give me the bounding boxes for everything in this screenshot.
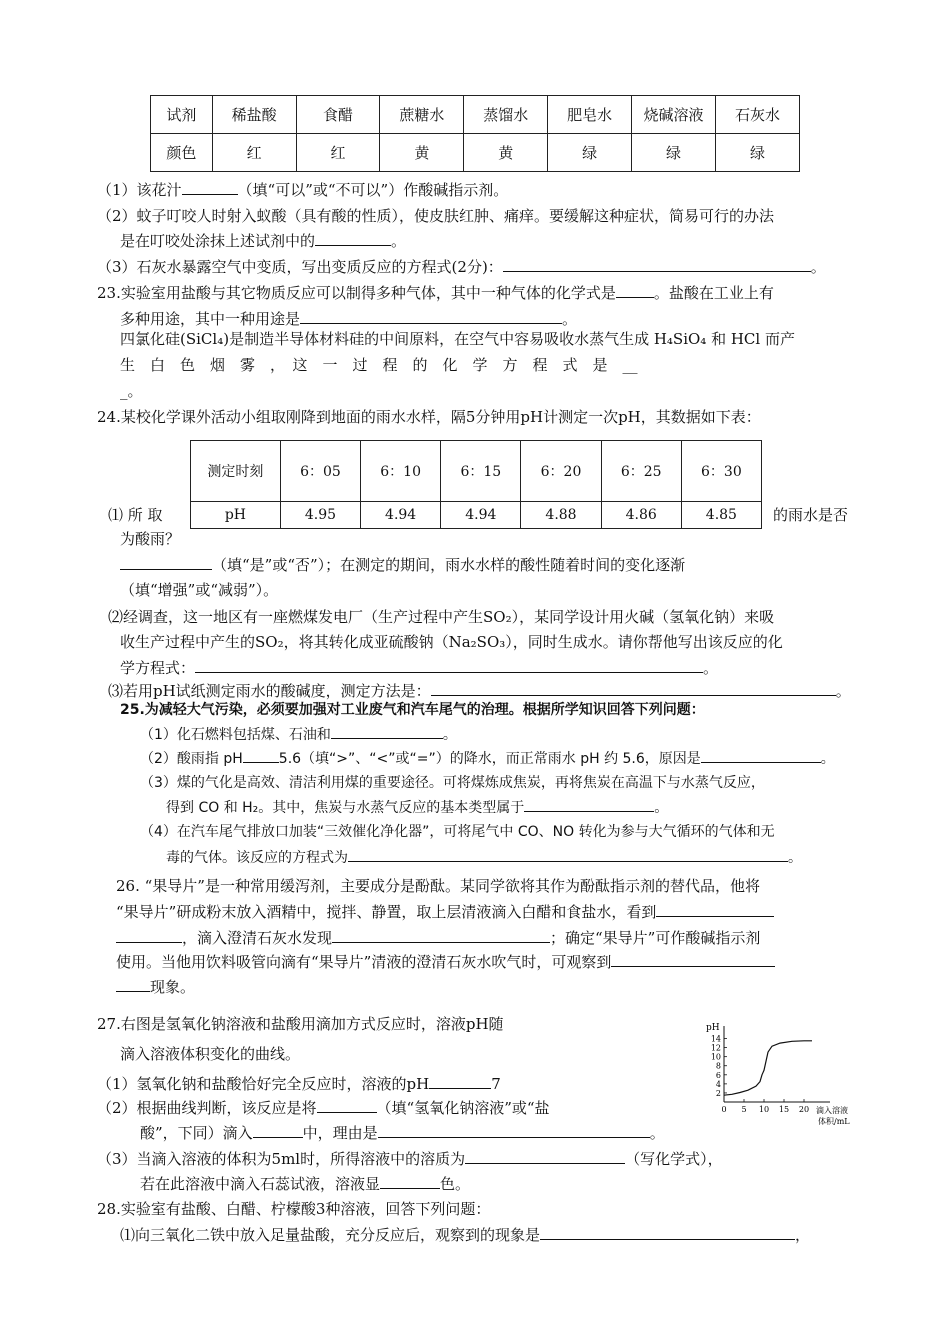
y-tick-label: 8 [715, 1061, 721, 1071]
q26-line5 [116, 977, 195, 997]
q27-line6 [97, 1149, 723, 1169]
q25-line2 [140, 748, 835, 769]
answer-blank[interactable] [331, 724, 443, 739]
q24-s2-line1: ⑵经调查，这一地区有一座燃煤发电厂（生产过程中产生SO₂），某同学设计用火碱（氢氧化钠）来吸 [108, 608, 775, 626]
q26-line2 [116, 902, 774, 922]
table-cell: 黄 [380, 134, 464, 172]
y-tick-label: 2 [715, 1088, 721, 1098]
text: 。 [649, 1124, 665, 1142]
ph-table [190, 440, 762, 529]
y-tick-label: 14 [710, 1034, 721, 1044]
text: 5.6（填“>”、“<”或“=”）的降水，而正常雨水 pH 约 5.6，原因是 [278, 751, 701, 767]
text: （2）根据曲线判断，该反应是将 [97, 1099, 317, 1117]
ph-curve-line [724, 1041, 812, 1095]
table-row [151, 134, 800, 172]
y-tick-label: 6 [715, 1070, 721, 1080]
x-tick-label: 5 [741, 1105, 747, 1114]
answer-blank[interactable] [195, 658, 703, 673]
answer-blank[interactable] [116, 977, 150, 992]
q22-line1 [97, 180, 508, 200]
answer-blank[interactable] [243, 748, 279, 763]
table-cell: pH [191, 502, 281, 529]
text: ；确定“果导片”可作酸碱指示剂 [550, 929, 761, 947]
x-tick-label: 10 [758, 1105, 770, 1114]
q24-s1-left: ⑴ 所 取 [108, 506, 163, 524]
q27-line4 [97, 1098, 550, 1118]
answer-blank[interactable] [524, 797, 654, 812]
text: 学方程式： [120, 659, 196, 677]
text: ⑴向三氧化二铁中放入足量盐酸，充分反应后，观察到的现象是 [120, 1226, 541, 1244]
answer-blank[interactable] [656, 902, 774, 917]
table-cell: 6：15 [441, 441, 521, 502]
q24-s2-line3 [120, 658, 718, 678]
text: （写化学式）， [625, 1150, 723, 1168]
text: 酸”，下同）滴入 [140, 1124, 253, 1142]
answer-blank[interactable] [332, 928, 550, 943]
answer-blank[interactable] [378, 1123, 650, 1138]
text: 中，理由是 [302, 1124, 378, 1142]
text: （填“是”或“否”）；在测定的期间，雨水水样的酸性随着时间的变化逐渐 [212, 556, 686, 574]
answer-blank[interactable] [503, 257, 811, 272]
table-cell: 颜色 [151, 134, 213, 172]
q28-line2 [120, 1225, 810, 1245]
text: 7 [491, 1075, 501, 1093]
text: 现象。 [150, 978, 196, 996]
text: （1）该花汁 [97, 181, 182, 199]
text: “果导片”研成粉末放入酒精中，搅拌、静置，取上层清液滴入白醋和食盐水，看到 [116, 903, 657, 921]
answer-blank[interactable] [253, 1123, 303, 1138]
x-tick-label: 20 [798, 1105, 810, 1114]
y-axis-label: pH [706, 1023, 720, 1033]
q23-line4: 生 白 色 烟 雾 ， 这 一 过 程 的 化 学 方 程 式 是 __ [120, 356, 638, 374]
answer-blank[interactable] [616, 283, 654, 298]
text: 使用。当他用饮料吸管向滴有“果导片”清液的澄清石灰水吹气时，可观察到 [116, 953, 612, 971]
table-cell: 石灰水 [716, 96, 800, 134]
answer-blank[interactable] [315, 231, 391, 246]
table-cell: 测定时刻 [191, 441, 281, 502]
q23-line1 [97, 283, 774, 303]
q27-line3 [97, 1074, 501, 1094]
table-cell: 6：10 [361, 441, 441, 502]
text: 若在此溶液中滴入石蕊试液，溶液显 [140, 1175, 381, 1193]
q24-s3 [108, 681, 851, 701]
table-cell: 蔗糖水 [380, 96, 464, 134]
table-row [151, 96, 800, 134]
text: ⑶若用pH试纸测定雨水的酸碱度，测定方法是： [108, 682, 431, 700]
text: 毒的气体。该反应的方程式为 [166, 850, 348, 866]
answer-blank[interactable] [120, 555, 212, 570]
answer-blank[interactable] [348, 847, 788, 862]
table-cell: 黄 [464, 134, 548, 172]
q27-line5 [140, 1123, 665, 1143]
text: 。 [391, 232, 407, 250]
text: 。 [442, 727, 457, 743]
table-cell: 4.86 [601, 502, 681, 529]
table-cell: 4.95 [280, 502, 360, 529]
q27-line7 [140, 1174, 470, 1194]
text: ， [795, 1226, 811, 1244]
table-cell: 6：25 [601, 441, 681, 502]
text: （1）化石燃料包括煤、石油和 [140, 727, 331, 743]
x-axis-label-line1: 滴入溶液 [816, 1106, 848, 1115]
x-axis-label-line2: 体积/mL [818, 1117, 850, 1126]
text: 。 [562, 310, 578, 328]
q22-line3 [120, 231, 406, 251]
q24-s2-line2: 收生产过程中产生的SO₂，将其转化成亚硫酸钠（Na₂SO₃），同时生成水。请你帮他写出该反应的化 [120, 633, 783, 651]
q25-line5: （4）在汽车尾气排放口加装“三效催化净化器”，可将尾气中 CO、NO 转化为参与大气循环的气体和无 [140, 824, 775, 840]
answer-blank[interactable] [116, 928, 182, 943]
table-cell: 绿 [632, 134, 716, 172]
q25-intro: 25.为减轻大气污染，必须要加强对工业废气和汽车尾气的治理。根据所学知识回答下列问题： [120, 702, 705, 718]
table-cell: 4.94 [441, 502, 521, 529]
answer-blank[interactable] [380, 1174, 440, 1189]
q23-line3: 四氯化硅(SiCl₄)是制造半导体材料硅的中间原料，在空气中容易吸收水蒸气生成 H₄SiO₄ 和 HCl 而产 [120, 330, 795, 348]
table-cell: 绿 [548, 134, 632, 172]
text: ，滴入澄清石灰水发现 [182, 929, 333, 947]
text: 。 [788, 850, 802, 866]
y-tick-label: 4 [715, 1079, 721, 1089]
q27-line2: 滴入溶液体积变化的曲线。 [120, 1045, 301, 1063]
x-tick-label: 15 [778, 1105, 790, 1114]
q25-line3: （3）煤的气化是高效、清洁利用煤的重要途径。可将煤炼成焦炭，再将焦炭在高温下与水蒸气反应， [140, 775, 765, 791]
table-cell: 烧碱溶液 [632, 96, 716, 134]
text: 得到 CO 和 H₂。其中，焦炭与水蒸气反应的基本类型属于 [166, 800, 525, 816]
text: 。 [835, 682, 851, 700]
y-tick-label: 12 [710, 1043, 721, 1053]
table-cell: 试剂 [151, 96, 213, 134]
answer-blank[interactable] [611, 952, 775, 967]
q28-line1: 28.实验室有盐酸、白醋、柠檬酸3种溶液，回答下列问题： [97, 1200, 491, 1218]
table-cell: 6：30 [681, 441, 761, 502]
answer-blank[interactable] [300, 309, 562, 324]
table-cell: 红 [296, 134, 380, 172]
answer-blank[interactable] [317, 1098, 377, 1113]
table-row [191, 502, 762, 529]
table-cell: 食醋 [296, 96, 380, 134]
text: 。盐酸在工业上有 [653, 284, 774, 302]
q22-line2: （2）蚊子叮咬人时射入蚁酸（具有酸的性质），使皮肤红肿、痛痒。要缓解这种症状，简易可行的办法 [97, 207, 775, 225]
table-cell: 6：20 [521, 441, 601, 502]
text: 23.实验室用盐酸与其它物质反应可以制得多种气体，其中一种气体的化学式是 [97, 284, 616, 302]
indicator-table [150, 95, 800, 172]
q26-line4 [116, 952, 775, 972]
q24-s1-right: 的雨水是否 [773, 506, 849, 524]
table-cell: 红 [212, 134, 296, 172]
q27-line1: 27.右图是氢氧化钠溶液和盐酸用滴加方式反应时，溶液pH随 [97, 1015, 504, 1033]
text: （3）当滴入溶液的体积为5ml时，所得溶液中的溶质为 [97, 1150, 466, 1168]
ph-curve-chart [700, 1020, 850, 1135]
q23-line2 [120, 309, 577, 329]
q25-line1 [140, 724, 457, 745]
q23-line5: _。 [120, 382, 143, 400]
q24-s1-line2 [120, 555, 685, 575]
table-cell: 4.85 [681, 502, 761, 529]
table-cell: 4.88 [521, 502, 601, 529]
x-tick-label: 0 [721, 1105, 727, 1114]
text: 。 [810, 258, 826, 276]
q26-line3 [116, 928, 760, 948]
text: 是在叮咬处涂抹上述试剂中的 [120, 232, 316, 250]
text: （1）氢氧化钠和盐酸恰好完全反应时，溶液的pH [97, 1075, 430, 1093]
text: 多种用途，其中一种用途是 [120, 310, 301, 328]
table-cell: 蒸馏水 [464, 96, 548, 134]
text: 。 [654, 800, 669, 816]
q22-line4 [97, 257, 826, 277]
table-cell: 6：05 [280, 441, 360, 502]
table-row [191, 441, 762, 502]
text: （填“氢氧化钠溶液”或“盐 [376, 1099, 550, 1117]
text: 。 [703, 659, 719, 677]
answer-blank[interactable] [431, 681, 836, 696]
q24-s1-line3: （填“增强”或“减弱”）。 [120, 581, 279, 599]
q24-intro: 24.某校化学课外活动小组取刚降到地面的雨水水样，隔5分钟用pH计测定一次pH，其数据如下表： [97, 408, 761, 426]
text: （2）酸雨指 pH [140, 751, 243, 767]
answer-blank[interactable] [182, 180, 238, 195]
table-cell: 绿 [716, 134, 800, 172]
q25-line6 [166, 847, 802, 868]
text: （填“可以”或“不可以”）作酸碱指示剂。 [237, 181, 509, 199]
answer-blank[interactable] [465, 1149, 625, 1164]
q26-line1: 26. “果导片”是一种常用缓泻剂，主要成分是酚酞。某同学欲将其作为酚酞指示剂的替代品，他将 [116, 877, 760, 895]
table-cell: 稀盐酸 [212, 96, 296, 134]
table-cell: 肥皂水 [548, 96, 632, 134]
text: 色。 [440, 1175, 471, 1193]
answer-blank[interactable] [540, 1225, 795, 1240]
text: （3）石灰水暴露空气中变质，写出变质反应的方程式(2分)： [97, 258, 503, 276]
answer-blank[interactable] [701, 748, 821, 763]
table-cell: 4.94 [361, 502, 441, 529]
answer-blank[interactable] [429, 1074, 491, 1089]
q24-s1-cont: 为酸雨？ [120, 530, 181, 548]
y-tick-label: 10 [710, 1052, 721, 1062]
text: 。 [820, 751, 835, 767]
q25-line4 [166, 797, 668, 818]
